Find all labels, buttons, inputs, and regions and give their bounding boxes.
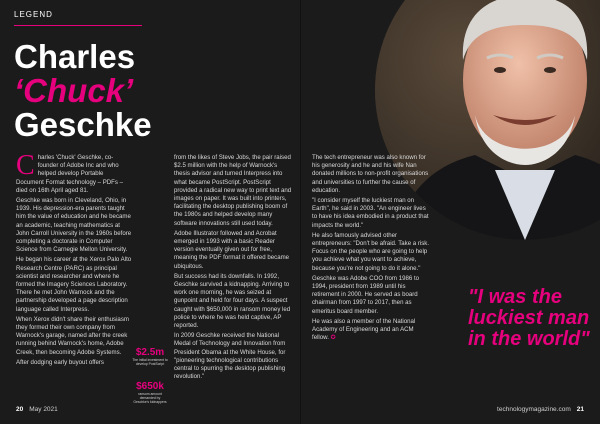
article-paragraph: When Xerox didn't share their enthusiasm they formed their own company from Warnock's garage, named after the creek running behind Warnock's home, Adobe Creek, then becoming Adobe Systems. — [16, 315, 129, 356]
article-paragraph: "I consider myself the luckiest man on Earth", he said in 2003. "An engineer lives to have his idea embodied in a product that impacts the world." — [312, 197, 429, 229]
article-paragraph: The tech entrepreneur was also known for his generosity and he and his wife Nan donated millions to non-profit organisations and universities to further the cause of education. — [312, 154, 429, 194]
article-paragraph: He began his career at the Xerox Palo Alto Research Centre (PARC) as principal scientist and researcher and where he formed the Imagery Sciences Laboratory. There he met John Warnock and the partnership developed a page description language called Interpress. — [16, 256, 132, 313]
page-number: 21 — [576, 406, 584, 413]
section-divider — [14, 25, 142, 26]
headline — [14, 40, 264, 142]
article-paragraph-text: He was also a member of the National Academy of Engineering and an ACM fellow. — [312, 317, 416, 342]
article-paragraph: from the likes of Steve Jobs, the pair raised $2.5 million with the help of Warnock's thesis advisor and turned Interpress into what became PostScript. PostScript provided a radical new way to print text and images on paper. It was built into printers, facilitating the desktop publishing boom of the 1980s and helped develop many software innovations still used today. — [174, 154, 292, 227]
article-paragraph: harles 'Chuck' Geschke, co-founder of Adobe Inc and who helped develop Portable Document Format technology – PDFs – died on 16th April aged 81. — [16, 154, 124, 194]
stat-callout — [132, 347, 168, 366]
article-paragraph: He also famously advised other entrepreneurs: "Don't be afraid. Take a risk. Focus on the people who are going to help you achieve what you want to achieve, because you're not going to do it alone." — [312, 231, 430, 272]
article-column-1 — [16, 150, 132, 369]
headline-surname: Geschke — [14, 106, 152, 143]
end-mark-icon: ✪ — [330, 334, 336, 342]
article-paragraph: Geschke was born in Cleveland, Ohio, in 1939. His depression-era parents taught him the value of education and he became an academic, teaching mathematics at John Carroll University in the 1960s before completing a doctorate in Computer Science from Carnegie Mellon University. — [16, 197, 132, 254]
stat-label: ransom amount demanded by Geschke's kidnappers — [133, 392, 167, 405]
website: technologymagazine.com — [497, 406, 571, 413]
headline-nickname: ‘Chuck’ — [14, 72, 134, 109]
article-paragraph: In 2009 Geschke received the National Medal of Technology and Innovation from President Obama at the White House, for "pioneering technological contributions central to spurring the desktop publishing revolution." — [174, 332, 286, 381]
issue-date: May 2021 — [29, 406, 58, 413]
article-paragraph — [312, 318, 432, 343]
article-paragraph: After dodging early buyout offers — [16, 358, 104, 366]
article-paragraph: Adobe Illustrator followed and Acrobat emerged in 1993 with a basic Reader version eventually given out for free, meaning the PDF format it offered became ubiquitous. — [174, 229, 290, 270]
article-paragraph: Geschke was Adobe COO from 1986 to 1994, president from 1989 until his retirement in 2000. He served as board chairman from 1997 to 2017, then as emeritus board member. — [312, 274, 420, 315]
stat-value: $650k — [136, 381, 164, 392]
stat-callout — [132, 381, 168, 405]
dropcap: C — [16, 150, 35, 181]
section-tag: LEGEND — [14, 10, 53, 19]
article-column-3 — [312, 154, 432, 344]
pull-quote: "I was the luckiest man in the world" — [468, 286, 590, 350]
article-column-2 — [174, 154, 294, 383]
headline-first-name: Charles — [14, 38, 136, 75]
spread-fold — [300, 0, 301, 424]
page-number: 20 — [16, 406, 24, 413]
stat-label: The initial investment to develop PostScript — [132, 358, 168, 367]
footer-left — [16, 406, 58, 413]
stat-value: $2.5m — [135, 347, 165, 358]
article-paragraph: But success had its downfalls. In 1992, Geschke survived a kidnapping. Arriving to work one morning, he was seized at gunpoint and held for four days. A suspect caught with $650,000 in ransom money led police to where he was held captive, AP reported. — [174, 272, 291, 330]
footer-right — [497, 406, 584, 413]
